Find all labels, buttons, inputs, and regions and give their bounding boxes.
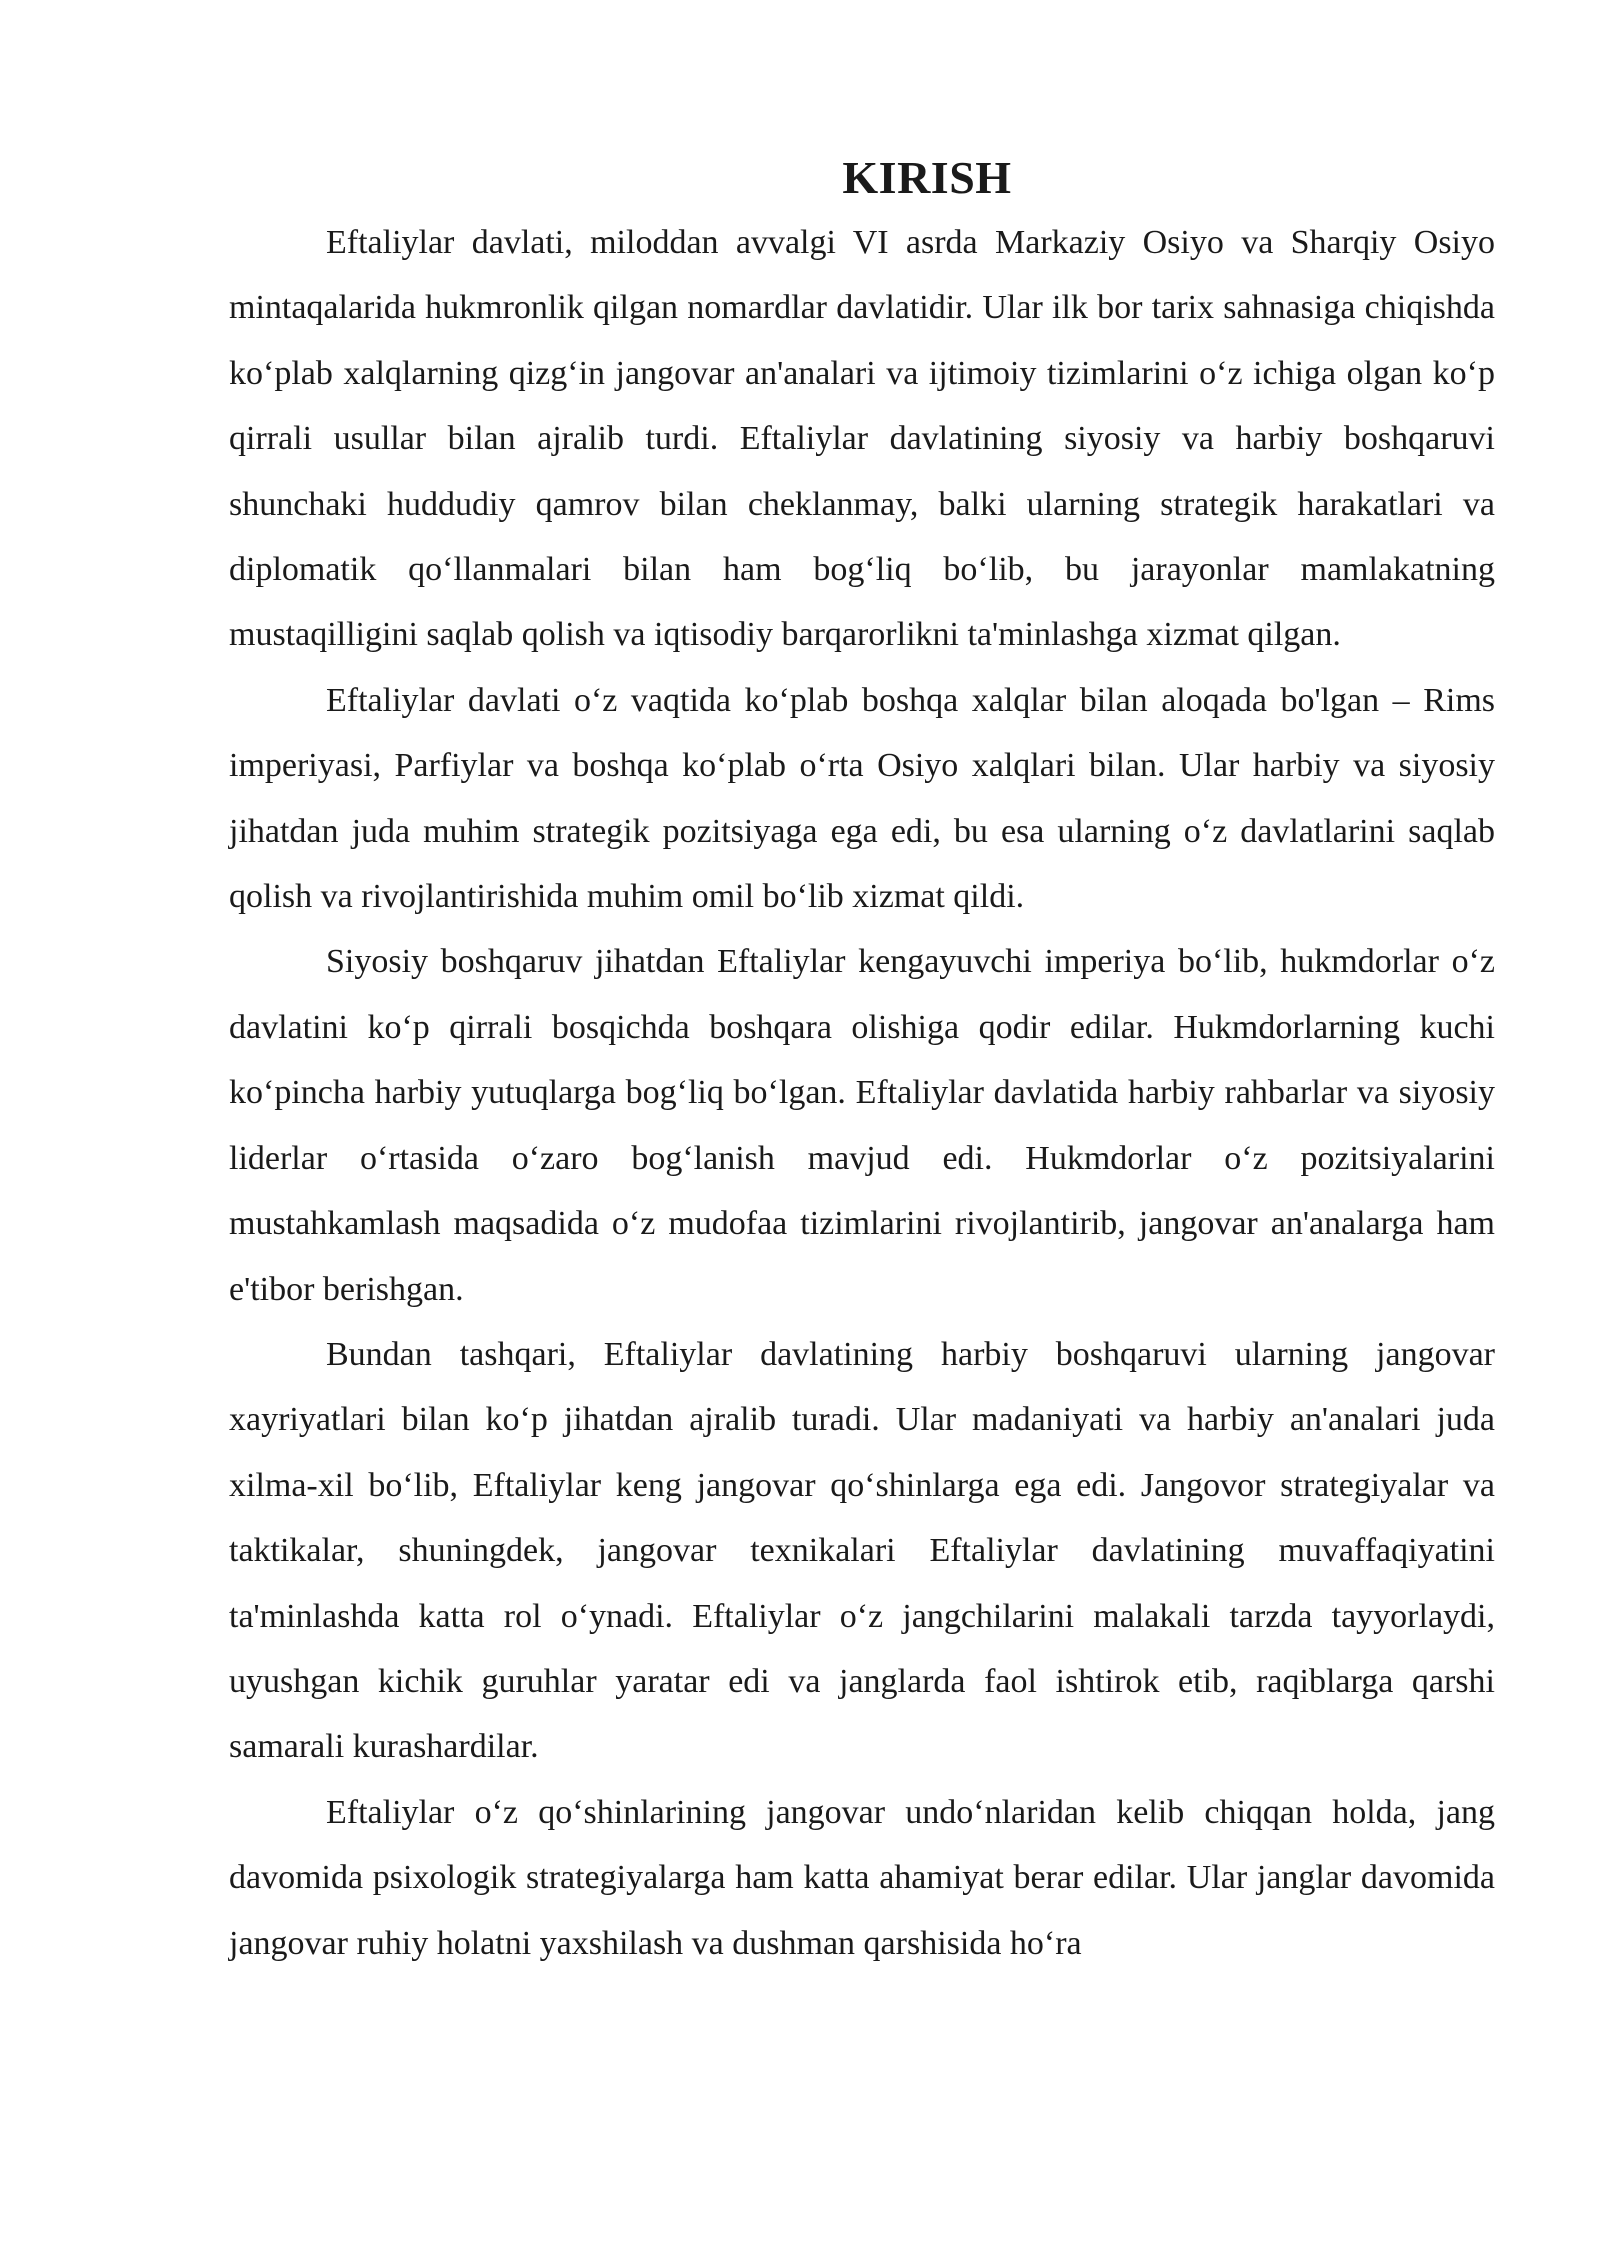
paragraph-5: Eftaliylar o‘z qo‘shinlarining jangovar undo‘nlaridan kelib chiqqan holda, jang davomida psixologik strategiyalarga ham katta ahamiyat berar edilar. Ular janglar davomida jangovar ruhiy holatni yaxshilash va dushman qarshisida ho‘ra (229, 1793, 1495, 1962)
paragraph-1: Eftaliylar davlati, miloddan avvalgi VI asrda Markaziy Osiyo va Sharqiy Osiyo mintaqalarida hukmronlik qilgan nomardlar davlatidir. Ular ilk bor tarix sahnasiga chiqishda ko‘plab xalqlarning qizg‘in jangovar an'analari va ijtimoiy tizimlarini o‘z ichiga olgan ko‘p qirrali usullar bilan ajralib turdi. Eftaliylar davlatining siyosiy va harbiy boshqaruvi shunchaki huddudiy qamrov bilan cheklanmay, balki ularning strategik harakatlari va diplomatik qo‘llanmalari bilan ham bog‘liq bo‘lib, bu jarayonlar mamlakatning mustaqilligini saqlab qolish va iqtisodiy barqarorlikni ta'minlashga xizmat qilgan. (229, 224, 1495, 654)
paragraph-2: Eftaliylar davlati o‘z vaqtida ko‘plab boshqa xalqlar bilan aloqada bo'lgan – Rims imperiyasi, Parfiylar va boshqa ko‘plab o‘rta Osiyo xalqlari bilan. Ular harbiy va siyosiy jihatdan juda muhim strategik pozitsiyaga ega edi, bu esa ularning o‘z davlatlarini saqlab qolish va rivojlantirishida muhim omil bo‘lib xizmat qildi. (229, 681, 1495, 916)
page-title: KIRISH (842, 152, 1012, 203)
paragraph-3: Siyosiy boshqaruv jihatdan Eftaliylar kengayuvchi imperiya bo‘lib, hukmdorlar o‘z davlatini ko‘p qirrali bosqichda boshqara olishiga qodir edilar. Hukmdorlarning kuchi ko‘pincha harbiy yutuqlarga bog‘liq bo‘lgan. Eftaliylar davlatida harbiy rahbarlar va siyosiy liderlar o‘rtasida o‘zaro bog‘lanish mavjud edi. Hukmdorlar o‘z pozitsiyalarini mustahkamlash maqsadida o‘z mudofaa tizimlarini rivojlantirib, jangovar an'analarga ham e'tibor berishgan. (229, 943, 1495, 1308)
document-page (229, 148, 1495, 1976)
paragraph-4: Bundan tashqari, Eftaliylar davlatining harbiy boshqaruvi ularning jangovar xayriyatlari bilan ko‘p jihatdan ajralib turadi. Ular madaniyati va harbiy an'analari juda xilma-xil bo‘lib, Eftaliylar keng jangovar qo‘shinlarga ega edi. Jangovor strategiyalar va taktikalar, shuningdek, jangovar texnikalari Eftaliylar davlatining muvaffaqiyatini ta'minlashda katta rol o‘ynadi. Eftaliylar o‘z jangchilarini malakali tarzda tayyorlaydi, uyushgan kichik guruhlar yaratar edi va janglarda faol ishtirok etib, raqiblarga qarshi samarali kurashardilar. (229, 1335, 1495, 1766)
